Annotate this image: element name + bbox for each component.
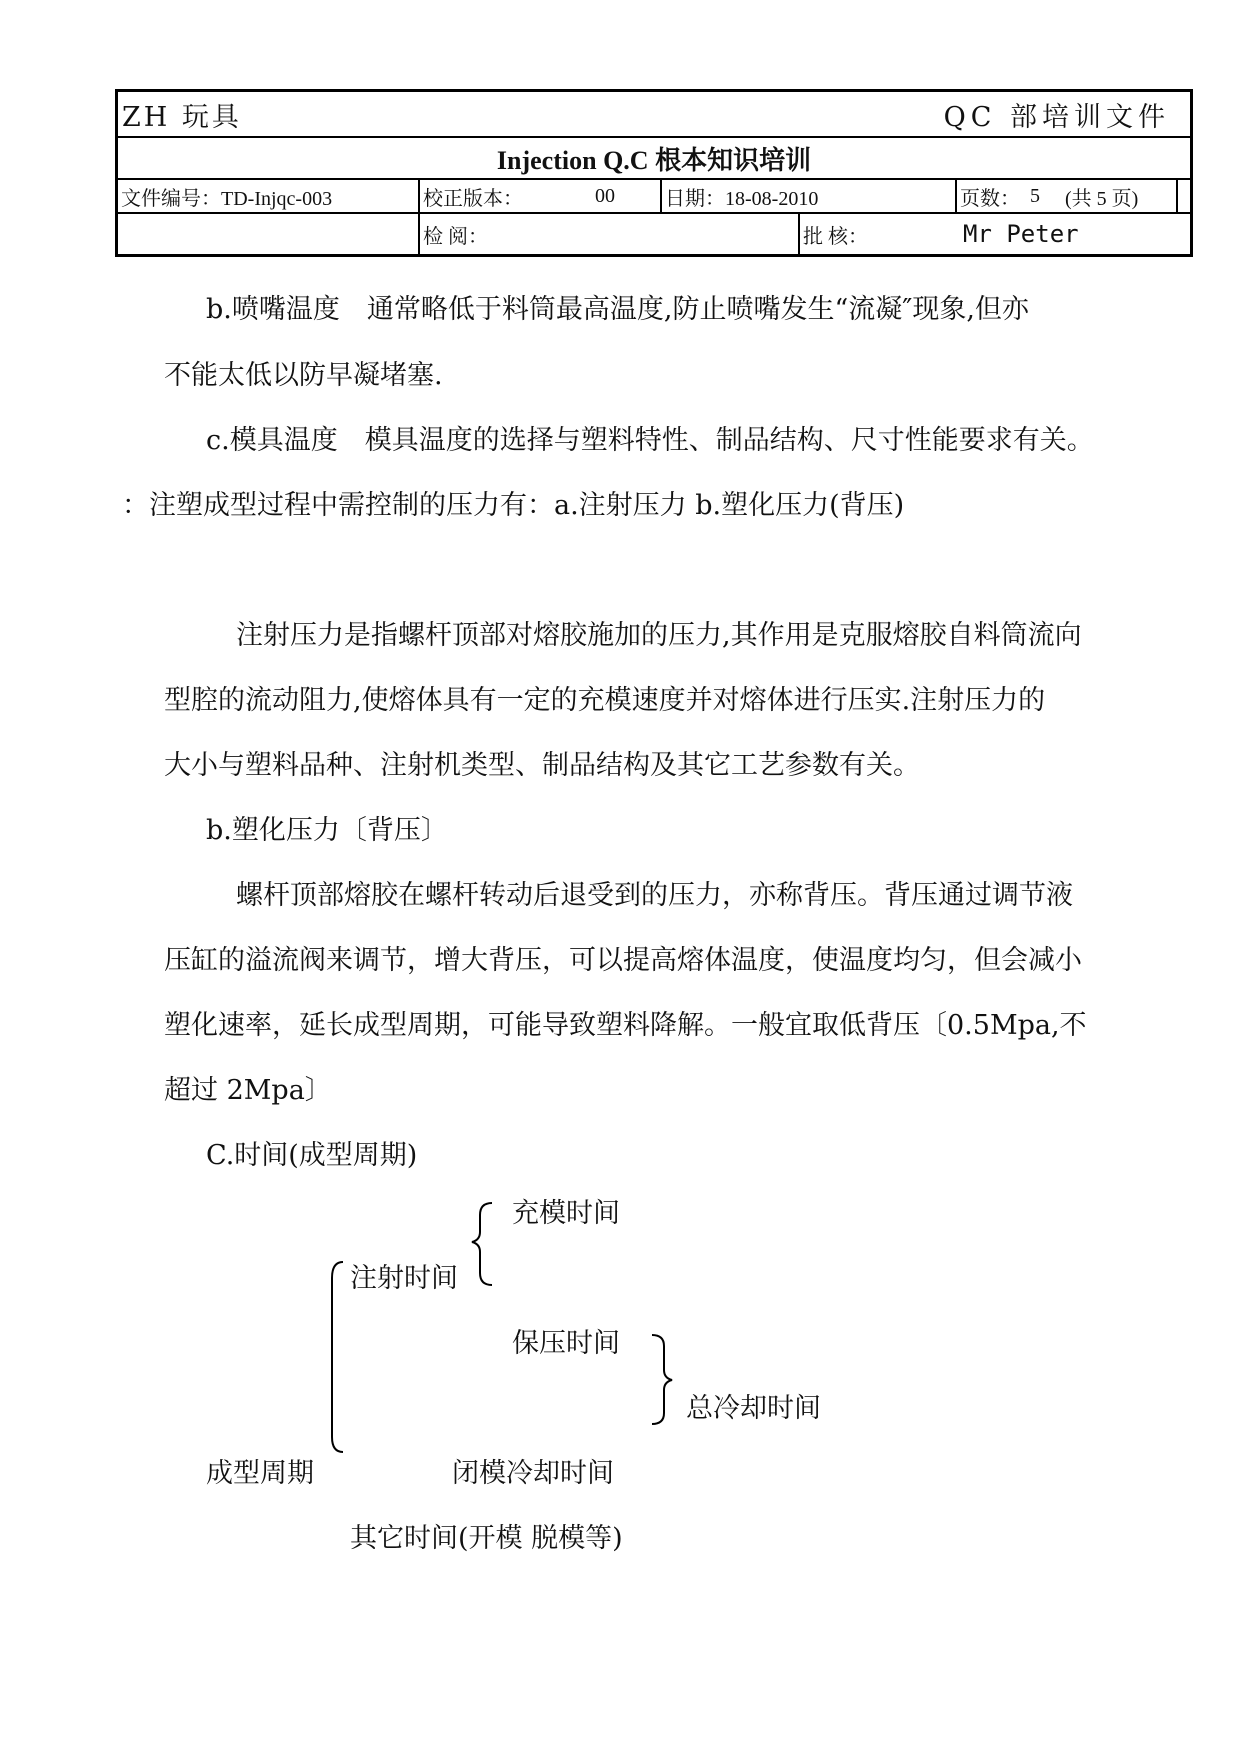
section-heading-cycle-time: C.时间(成型周期) [206,1140,418,1171]
body-line: 型腔的流动阻力,使熔体具有一定的充模速度并对熔体进行压实.注射压力的 [164,685,1046,716]
review-label: 检 阅： [418,214,488,254]
document-title: Injection Q.C 根本知识培训 [496,145,812,175]
department-document: QC 部培训文件 [943,101,1170,133]
body-line: 塑化速率，延长成型周期，可能导致塑料降解。一般宜取低背压〔0.5Mpa,不 [164,1010,1087,1041]
body-line: 注射压力是指螺杆顶部对熔胶施加的压力,其作用是克服熔胶自料筒流向 [236,620,1082,651]
diagram-injection-time: 注射时间 [350,1263,458,1294]
body-line: 不能太低以防早凝堵塞. [164,360,443,391]
body-line: 压缸的溢流阀来调节，增大背压，可以提高熔体温度，使温度均匀，但会减小 [164,945,1082,976]
body-line: 大小与塑料品种、注射机类型、制品结构及其它工艺参数有关。 [164,750,920,781]
diagram-cycle: 成型周期 [206,1458,314,1489]
body-line: 超过 2Mpa〕 [164,1075,332,1106]
diagram-closed-cooling: 闭模冷却时间 [452,1458,614,1489]
company-name: ZH 玩具 [122,101,242,133]
pages-label: 页数： [955,180,1020,212]
version-value: 00 [595,184,615,207]
body-line-nozzle-temperature: b.喷嘴温度 通常略低于料筒最高温度,防止喷嘴发生“流凝″现象,但亦 [206,294,1029,325]
pages-total: (共 5 页) [1065,187,1139,210]
approve-label: 批 核： [798,214,868,254]
body-line-mold-temperature: c.模具温度 模具温度的选择与塑料特性、制品结构、尺寸性能要求有关。 [206,425,1094,456]
diagram-total-cooling: 总冷却时间 [686,1393,821,1424]
body-line: 螺杆顶部熔胶在螺杆转动后退受到的压力，亦称背压。背压通过调节液 [236,880,1073,911]
diagram-other-time: 其它时间(开模 脱模等) [350,1523,623,1554]
body-line-pressure-intro: ：注塑成型过程中需控制的压力有：a.注射压力 b.塑化压力(背压) [122,490,905,521]
diagram-hold-time: 保压时间 [512,1328,620,1359]
section-heading-back-pressure: b.塑化压力〔背压〕 [206,815,448,846]
approver-name: Mr Peter [963,220,1079,248]
diagram-fill-time: 充模时间 [512,1198,620,1229]
date-field: 日期：18-08-2010 [660,180,818,212]
version-label: 校正版本： [418,180,523,212]
pages-value: 5 [1030,184,1040,207]
doc-number: 文件编号：TD-Injqc-003 [121,187,333,210]
